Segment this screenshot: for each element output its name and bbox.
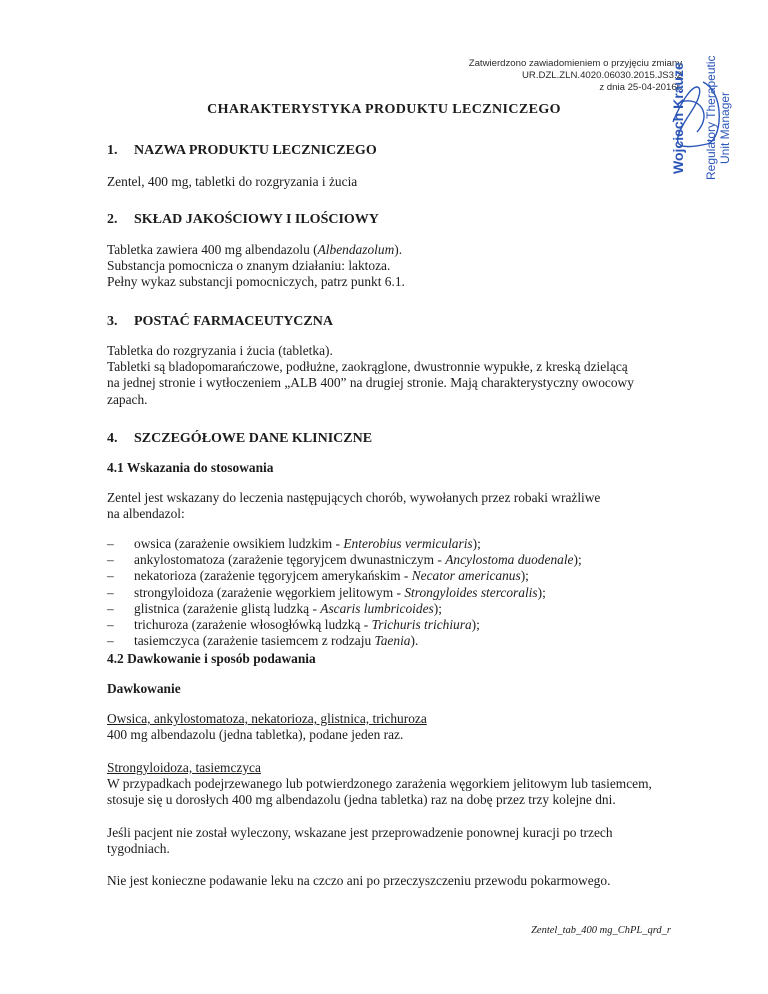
section-1-heading (107, 143, 377, 159)
list-item (107, 568, 582, 584)
approval-note (469, 58, 682, 94)
text-run: nekatorioza (zarażenie tęgoryjcem amerykańskim - (134, 568, 412, 584)
approval-line-3: z dnia 25-04-2016r. (599, 82, 682, 93)
text-run: glistnica (zarażenie glistą ludzką - (134, 600, 321, 616)
list-item (107, 617, 582, 633)
latin-name: Trichuris trichiura (371, 617, 472, 633)
section-number: 2. (107, 212, 118, 227)
text-run: ankylostomatoza (zarażenie tęgoryjcem dwunastniczym - (134, 552, 446, 568)
dosage-block-1 (107, 711, 677, 743)
latin-name: Taenia (374, 633, 411, 649)
dosage-subheading: Dawkowanie (107, 681, 181, 696)
text-run: owsica (zarażenie owsikiem ludzkim - (134, 536, 344, 551)
section-3-heading (107, 314, 333, 330)
list-item (107, 585, 582, 601)
section-3-line-2: Tabletki są bladopomarańczowe, podłużne, zaokrąglone, dwustronnie wypukłe, z kreską dzielącą (107, 359, 628, 375)
retreatment-line-2: tygodniach. (107, 841, 170, 857)
approval-line-2: UR.DZL.ZLN.4020.06030.2015.JS3.2 (522, 70, 682, 81)
list-item (107, 552, 582, 568)
section-2-heading (107, 212, 379, 228)
text-run: trichuroza (zarażenie włosogłówką ludzką - (134, 617, 372, 633)
text-run: Tabletka zawiera 400 mg albendazolu ( (107, 242, 318, 257)
list-item (107, 601, 582, 617)
section-2-line-1 (107, 242, 677, 258)
section-2-line-3: Pełny wykaz substancji pomocniczych, patrz punkt 6.1. (107, 274, 405, 290)
latin-name: Ancylostoma duodenale (445, 552, 574, 568)
dosage-block-1-text: 400 mg albendazolu (jedna tabletka), podane jeden raz. (107, 727, 404, 743)
dosage-block-2-line-2: stosuje się u dorosłych 400 mg albendazolu (jedna tabletka) raz na dobę przez trzy kolejne dni. (107, 792, 616, 808)
text-run: ); (520, 568, 529, 584)
section-2-body (107, 242, 677, 291)
approval-line-1: Zatwierdzono zawiadomieniem o przyjęciu zmiany (468, 58, 682, 69)
section-title: SKŁAD JAKOŚCIOWY I ILOŚCIOWY (134, 212, 379, 227)
text-run: ); (433, 600, 442, 616)
latin-name: Ascaris lumbricoides (320, 600, 434, 616)
stamp-role-line-2: Unit Manager (718, 91, 732, 164)
list-item (107, 536, 582, 552)
section-title: NAZWA PRODUKTU LECZNICZEGO (134, 143, 377, 158)
subsection-4-2-heading: 4.2 Dawkowanie i sposób podawania (107, 651, 316, 666)
document-footer: Zentel_tab_400 mg_ChPL_qrd_r (531, 925, 671, 936)
document-title: CHARAKTERYSTYKA PRODUKTU LECZNICZEGO (207, 102, 561, 117)
section-3-line-4: zapach. (107, 391, 148, 407)
section-number: 4. (107, 431, 118, 446)
stamp-name: Wojciech Krauze (670, 62, 686, 174)
fasting-paragraph: Nie jest konieczne podawanie leku na czczo ani po przeczyszczeniu przewodu pokarmowego. (107, 873, 611, 888)
text-run: strongyloidoza (zarażenie węgorkiem jelitowym - (134, 584, 405, 600)
subsection-4-1-heading: 4.1 Wskazania do stosowania (107, 460, 274, 475)
section-2-line-2: Substancja pomocnicza o znanym działaniu: laktoza. (107, 258, 391, 274)
section-3-line-3: na jednej stronie i wytłoczeniem „ALB 400” na drugiej stronie. Mają charakterystyczny owocowy (107, 375, 634, 391)
section-number: 3. (107, 314, 118, 329)
list-item (107, 633, 582, 649)
section-1-text: Zentel, 400 mg, tabletki do rozgryzania i żucia (107, 174, 358, 189)
dosage-block-1-title: Owsica, ankylostomatoza, nekatorioza, glistnica, trichuroza (107, 711, 427, 726)
latin-name: Necator americanus (411, 568, 521, 584)
text-run: ); (573, 552, 582, 568)
stamp-role-line-1: Regulatory Therapeutic (704, 55, 718, 180)
indications-intro (107, 490, 677, 522)
text-run: ); (537, 584, 546, 600)
intro-line-2: na albendazol: (107, 506, 185, 522)
text-run: ). (410, 633, 419, 649)
latin-name: Strongyloides stercoralis (404, 584, 538, 600)
dosage-block-2 (107, 760, 707, 809)
section-3-line-1: Tabletka do rozgryzania i żucia (tabletka). (107, 343, 333, 358)
section-number: 1. (107, 143, 118, 158)
section-title: SZCZEGÓŁOWE DANE KLINICZNE (134, 431, 373, 446)
latin-name: Enterobius vermicularis (343, 536, 473, 551)
retreatment-line-1: Jeśli pacjent nie został wyleczony, wskazane jest przeprowadzenie ponownej kuracji po trzech (107, 825, 613, 840)
section-title: POSTAĆ FARMACEUTYCZNA (134, 314, 333, 329)
latin-name: Albendazolum (317, 242, 395, 257)
intro-line-1: Zentel jest wskazany do leczenia następujących chorób, wywołanych przez robaki wrażliwe (107, 490, 601, 505)
text-run: ); (471, 617, 480, 633)
dosage-block-2-line-1: W przypadkach podejrzewanego lub potwierdzonego zarażenia węgorkiem jelitowym lub tasiemcem, (107, 776, 652, 792)
section-4-heading (107, 431, 372, 447)
text-run: ). (394, 242, 403, 257)
section-3-body (107, 343, 677, 408)
indications-list (107, 536, 582, 649)
text-run: ); (472, 536, 481, 551)
dosage-block-2-title: Strongyloidoza, tasiemczyca (107, 760, 261, 775)
retreatment-paragraph (107, 825, 677, 857)
text-run: tasiemczyca (zarażenie tasiemcem z rodzaju (134, 633, 375, 649)
